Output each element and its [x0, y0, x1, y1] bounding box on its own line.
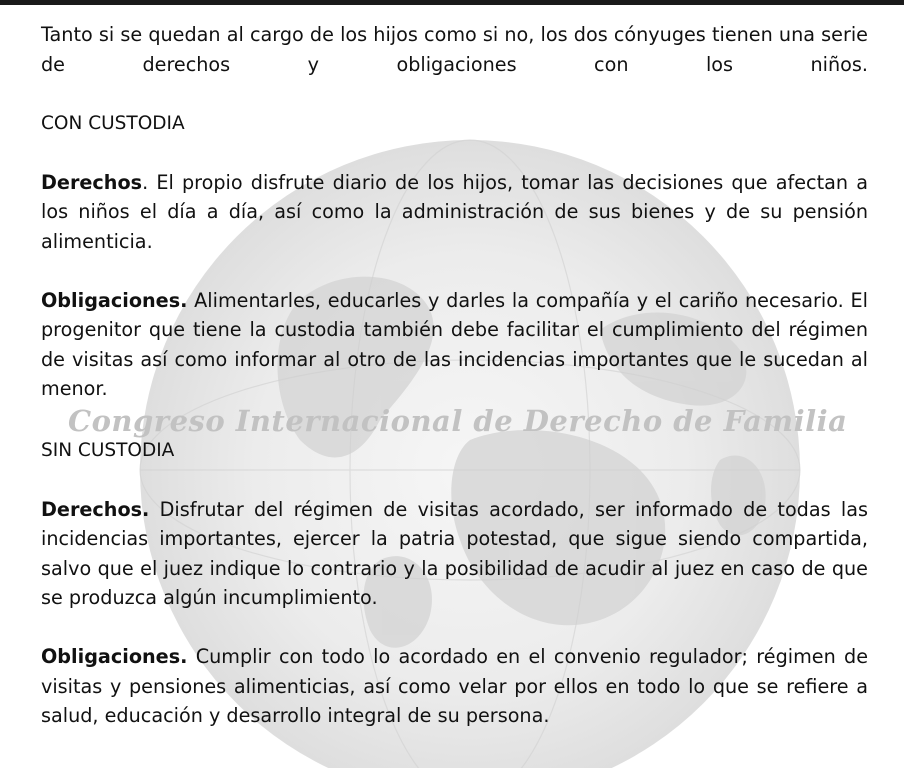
paragraph-text: . El propio disfrute diario de los hijos, tomar las decisiones que afectan a los niños el día a día, así como la administración de sus bienes y de su pensión alimenticia. [41, 170, 868, 253]
sin-custodia-obligaciones-paragraph [41, 642, 868, 731]
sin-custodia-derechos-paragraph [41, 495, 868, 613]
watermark-text: Congreso Internacional de Derecho de Familia [68, 404, 848, 438]
section-heading-con-custodia: CON CUSTODIA [41, 112, 185, 134]
paragraph-text: Alimentarles, educarles y darles la compañía y el cariño necesario. El progenitor que tiene la custodia también debe facilitar el cumplimiento del régimen de visitas así como informar al otro de las incidencias importantes que le sucedan al menor. [41, 288, 868, 400]
con-custodia-derechos-paragraph [41, 168, 868, 257]
term-label: Derechos. [41, 497, 150, 521]
term-label: Obligaciones. [41, 645, 188, 668]
con-custodia-obligaciones-paragraph [41, 286, 868, 404]
intro-paragraph: Tanto si se quedan al cargo de los hijos como si no, los dos cónyuges tienen una serie de derechos y obligaciones con los niños. [41, 23, 868, 76]
paragraph-text: Disfrutar del régimen de visitas acordado, ser informado de todas las incidencias importantes, ejercer la patria potestad, que sigue siendo compartida, salvo que el juez indique lo contrario y la posibilidad de acudir al juez en caso de que se produzca algún incumplimiento. [41, 497, 868, 609]
term-label: Obligaciones. [41, 288, 188, 312]
term-label: Derechos [41, 170, 143, 194]
paragraph-text: Cumplir con todo lo acordado en el convenio regulador; régimen de visitas y pensiones alimenticias, así como velar por ellos en todo lo que se refiere a salud, educación y desarrollo integral de su persona. [41, 645, 868, 727]
section-heading-sin-custodia: SIN CUSTODIA [41, 439, 175, 461]
document-page [41, 20, 868, 731]
